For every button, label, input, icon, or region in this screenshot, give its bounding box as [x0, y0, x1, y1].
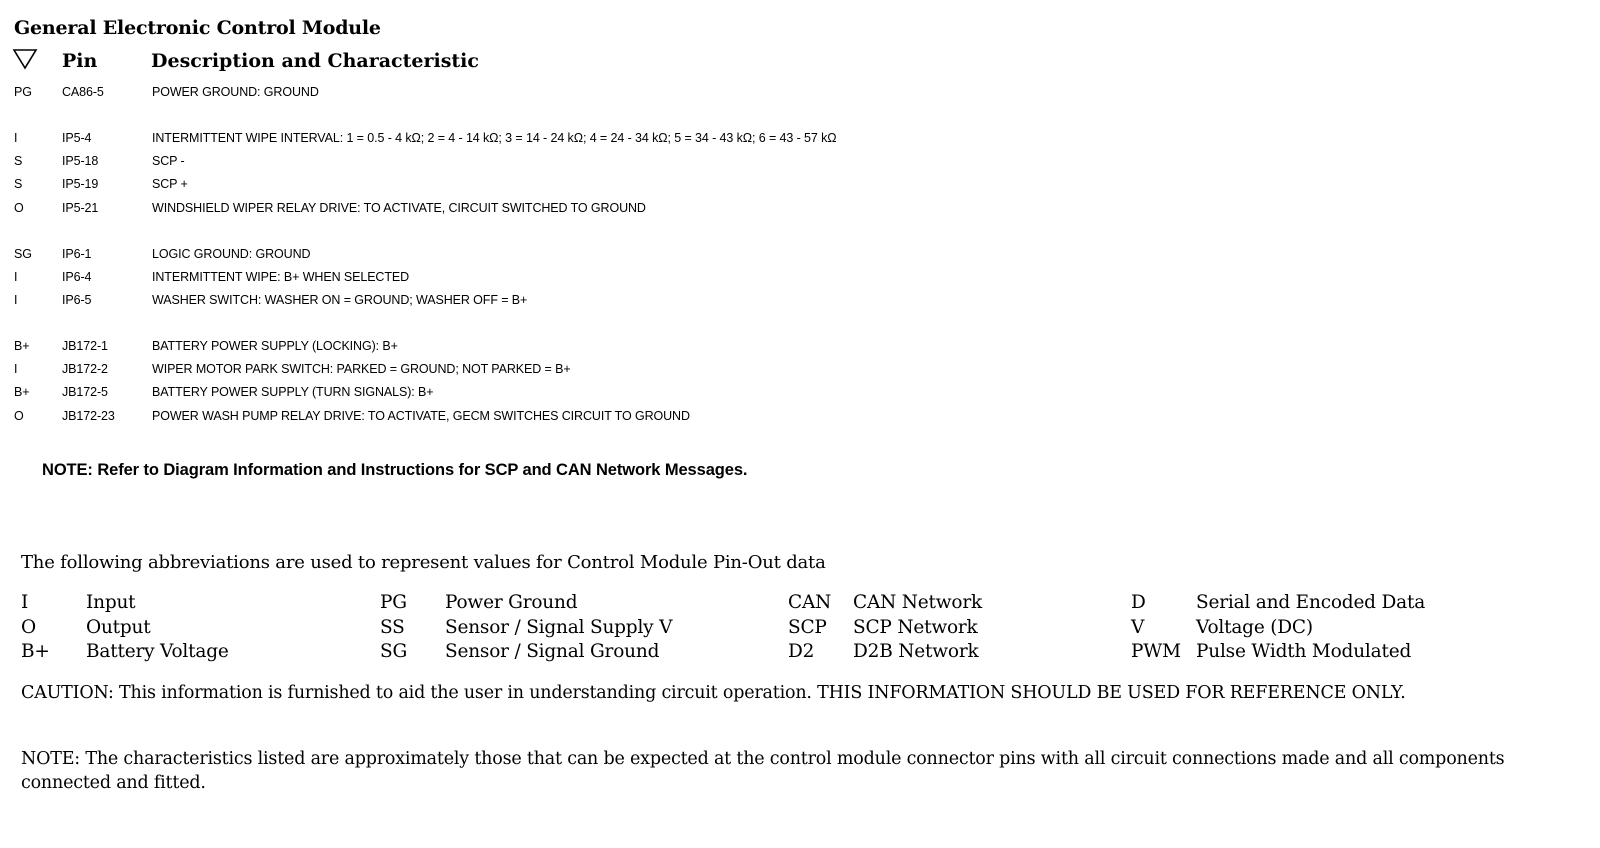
pin-type: SG [14, 247, 32, 261]
triangle-down-icon [12, 48, 38, 75]
pin-type: S [14, 177, 23, 191]
abbreviation-meaning: Power Ground [445, 592, 578, 613]
abbreviation-code: V [1131, 617, 1145, 638]
abbreviation-code: PG [380, 592, 407, 613]
pin-description: WASHER SWITCH: WASHER ON = GROUND; WASHER OFF = B+ [152, 293, 528, 307]
pin-description: SCP + [152, 177, 188, 191]
pin-id: IP6-4 [62, 270, 92, 284]
pin-id: IP5-4 [62, 131, 92, 145]
pin-id: JB172-2 [62, 362, 108, 376]
pin-type: I [14, 362, 18, 376]
pin-description: INTERMITTENT WIPE: B+ WHEN SELECTED [152, 270, 410, 284]
abbreviation-code: SS [380, 617, 405, 638]
pin-description: INTERMITTENT WIPE INTERVAL: 1 = 0.5 - 4 kΩ; 2 = 4 - 14 kΩ; 3 = 14 - 24 kΩ; 4 = 24 - 34 kΩ; 5 = 34 - 43 kΩ; 6 = 43 - 57 kΩ [152, 131, 837, 145]
abbreviation-code: D [1131, 592, 1146, 613]
pin-id: JB172-5 [62, 385, 108, 399]
abbreviation-meaning: D2B Network [853, 641, 979, 662]
pin-type: O [14, 409, 24, 423]
pin-description: POWER GROUND: GROUND [152, 85, 319, 99]
abbreviation-code: D2 [788, 641, 815, 662]
pin-type: PG [14, 85, 32, 99]
pin-description: BATTERY POWER SUPPLY (TURN SIGNALS): B+ [152, 385, 434, 399]
pin-description: LOGIC GROUND: GROUND [152, 247, 311, 261]
pin-id: CA86-5 [62, 85, 104, 99]
abbreviation-code: B+ [21, 641, 50, 662]
pin-type: O [14, 201, 24, 215]
page-title: General Electronic Control Module [14, 17, 381, 39]
abbreviation-code: O [21, 617, 36, 638]
abbreviation-meaning: Output [86, 617, 151, 638]
network-note: NOTE: Refer to Diagram Information and Instructions for SCP and CAN Network Messages. [42, 461, 748, 479]
pin-type: I [14, 131, 18, 145]
abbreviation-code: PWM [1131, 641, 1181, 662]
abbreviation-meaning: Sensor / Signal Ground [445, 641, 660, 662]
abbreviations-legend [0, 592, 1600, 672]
abbreviation-meaning: Battery Voltage [86, 641, 229, 662]
pin-id: IP5-18 [62, 154, 99, 168]
pin-type: I [14, 270, 18, 284]
pin-description: SCP - [152, 154, 185, 168]
abbreviation-code: I [21, 592, 29, 613]
abbreviations-intro: The following abbreviations are used to represent values for Control Module Pin-Out data [21, 552, 826, 573]
abbreviation-meaning: Sensor / Signal Supply V [445, 617, 673, 638]
pin-description: WIPER MOTOR PARK SWITCH: PARKED = GROUND; NOT PARKED = B+ [152, 362, 571, 376]
pin-type: B+ [14, 339, 30, 353]
pin-description: POWER WASH PUMP RELAY DRIVE: TO ACTIVATE, GECM SWITCHES CIRCUIT TO GROUND [152, 409, 690, 423]
abbreviation-meaning: CAN Network [853, 592, 982, 613]
pin-column-header: Pin [62, 50, 98, 72]
description-column-header: Description and Characteristic [151, 50, 479, 72]
caution-note: CAUTION: This information is furnished to aid the user in understanding circuit operation. THIS INFORMATION SHOULD BE USED FOR REFERENCE ONLY. [21, 683, 1406, 703]
pin-id: IP6-1 [62, 247, 92, 261]
pin-type: B+ [14, 385, 30, 399]
pin-id: IP6-5 [62, 293, 92, 307]
pin-description: BATTERY POWER SUPPLY (LOCKING): B+ [152, 339, 398, 353]
abbreviation-meaning: Voltage (DC) [1196, 617, 1313, 638]
pin-id: IP5-19 [62, 177, 99, 191]
abbreviation-meaning: Input [86, 592, 136, 613]
pin-id: JB172-23 [62, 409, 115, 423]
abbreviation-code: CAN [788, 592, 832, 613]
abbreviation-meaning: SCP Network [853, 617, 978, 638]
abbreviation-code: SCP [788, 617, 827, 638]
abbreviation-meaning: Pulse Width Modulated [1196, 641, 1412, 662]
pin-description: WINDSHIELD WIPER RELAY DRIVE: TO ACTIVATE, CIRCUIT SWITCHED TO GROUND [152, 201, 646, 215]
pin-type: I [14, 293, 18, 307]
abbreviation-meaning: Serial and Encoded Data [1196, 592, 1426, 613]
characteristics-note: NOTE: The characteristics listed are approximately those that can be expected at the control module connector pins with all circuit connections made and all components connected and fitted. [21, 749, 1505, 793]
pin-id: IP5-21 [62, 201, 99, 215]
pin-type: S [14, 154, 23, 168]
abbreviation-code: SG [380, 641, 408, 662]
pin-id: JB172-1 [62, 339, 108, 353]
